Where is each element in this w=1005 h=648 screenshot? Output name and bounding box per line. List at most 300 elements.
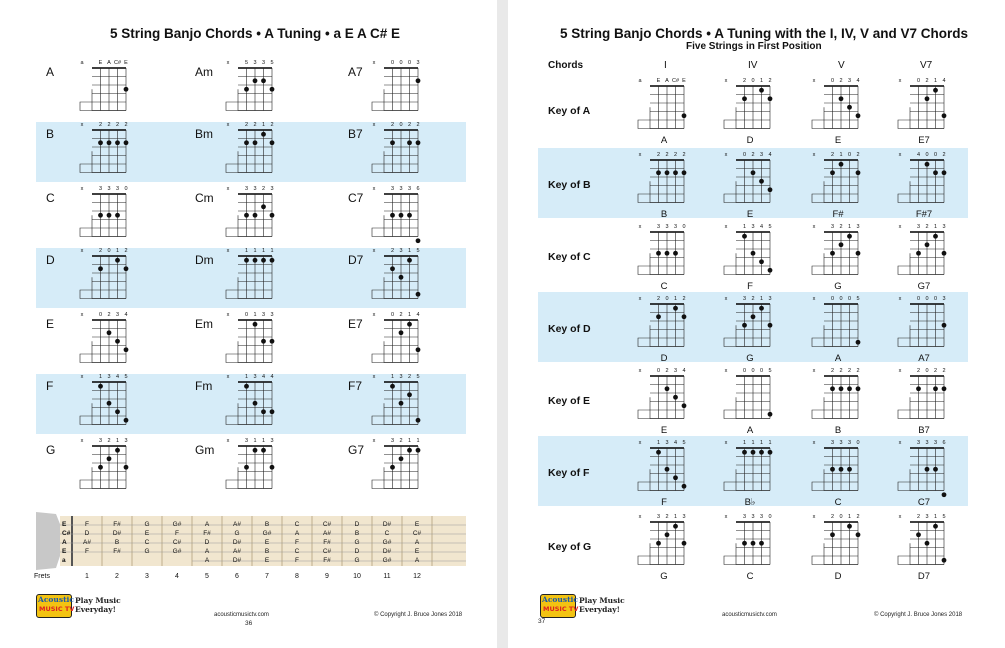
- neck-string-name: A: [62, 539, 67, 546]
- finger-dot: [407, 448, 412, 453]
- string-marker: 3: [665, 440, 669, 446]
- finger-dot: [839, 96, 844, 101]
- finger-dot: [665, 251, 670, 256]
- chord-diagram: [226, 310, 278, 372]
- string-marker: 0: [244, 312, 249, 318]
- neck-note: E: [414, 521, 420, 528]
- finger-dot: [253, 140, 258, 145]
- string-marker: x: [724, 296, 728, 302]
- neck-note: G#: [382, 539, 392, 546]
- string-marker: x: [226, 312, 230, 318]
- fifth-string-peg-box: [226, 290, 238, 299]
- fifth-string-peg-box: [898, 120, 910, 129]
- chord-name: B♭: [744, 497, 756, 508]
- string-marker: 3: [942, 224, 946, 230]
- page-number: 36: [245, 620, 253, 627]
- string-marker: 1: [98, 374, 103, 380]
- string-marker: 2: [847, 368, 852, 374]
- string-marker: 1: [390, 374, 395, 380]
- string-marker: x: [372, 312, 376, 318]
- chord-diagram: [80, 58, 132, 120]
- string-marker: 0: [390, 312, 395, 318]
- string-marker: x: [372, 186, 376, 192]
- string-marker: 2: [107, 438, 111, 444]
- neck-note: A: [204, 557, 210, 564]
- finger-dot: [665, 386, 670, 391]
- string-marker: 1: [253, 312, 257, 318]
- finger-dot: [124, 87, 129, 92]
- string-marker: x: [372, 122, 376, 128]
- chord-diagram: [80, 184, 132, 246]
- string-marker: x: [80, 312, 84, 318]
- chord-diagram: [372, 372, 424, 434]
- finger-dot: [124, 465, 129, 470]
- string-marker: x: [812, 152, 816, 158]
- finger-dot: [124, 266, 129, 271]
- finger-dot: [390, 213, 395, 218]
- string-marker: 1: [759, 78, 764, 84]
- string-marker: 3: [270, 312, 274, 318]
- fifth-string-peg-box: [372, 354, 384, 363]
- string-marker: x: [638, 224, 642, 230]
- finger-dot: [925, 242, 930, 247]
- string-marker: x: [226, 60, 230, 66]
- neck-note: A: [294, 530, 300, 537]
- chord-diagram: [724, 150, 776, 212]
- neck-note: G: [144, 521, 150, 528]
- string-marker: 3: [665, 224, 669, 230]
- string-marker: x: [638, 368, 642, 374]
- string-marker: 2: [916, 368, 921, 374]
- string-marker: 2: [856, 368, 860, 374]
- string-marker: x: [372, 60, 376, 66]
- string-marker: 2: [925, 224, 929, 230]
- finger-dot: [742, 234, 747, 239]
- chord-name: E: [46, 317, 55, 331]
- neck-note: G: [354, 557, 360, 564]
- chord-name: Cm: [195, 191, 214, 205]
- neck-note: F#: [203, 530, 211, 537]
- string-marker: x: [812, 514, 816, 520]
- fifth-string-peg-box: [226, 416, 238, 425]
- string-marker: 1: [759, 296, 764, 302]
- string-marker: x: [226, 248, 230, 254]
- finger-dot: [673, 251, 678, 256]
- right-subtitle: Five Strings in First Position: [686, 41, 822, 52]
- chord-diagram: [812, 512, 864, 574]
- string-marker: 1: [261, 122, 266, 128]
- finger-dot: [665, 170, 670, 175]
- finger-dot: [742, 450, 747, 455]
- string-marker: 0: [925, 368, 929, 374]
- chord-diagram: [724, 438, 776, 500]
- chord-name: C7: [917, 497, 931, 508]
- finger-dot: [665, 467, 670, 472]
- string-marker: 3: [933, 440, 938, 446]
- neck-note: A: [204, 548, 210, 555]
- string-marker: 2: [682, 152, 686, 158]
- left-title: 5 String Banjo Chords • A Tuning • a E A C# E: [110, 26, 400, 41]
- finger-dot: [768, 96, 773, 101]
- finger-dot: [856, 532, 861, 537]
- string-marker: 1: [244, 374, 249, 380]
- neck-note: F: [85, 548, 89, 555]
- page-gutter: [497, 0, 508, 648]
- neck-note: F: [295, 539, 299, 546]
- string-marker: 1: [673, 296, 678, 302]
- fifth-string-peg-box: [812, 410, 824, 419]
- fifth-string-peg-box: [638, 410, 650, 419]
- string-marker: 3: [942, 296, 946, 302]
- finger-dot: [682, 314, 687, 319]
- chord-diagram: [372, 436, 424, 498]
- chord-name: B7: [348, 127, 363, 141]
- header-IV: IV: [748, 60, 758, 71]
- fifth-string-peg-box: [638, 556, 650, 565]
- string-marker: 3: [742, 296, 747, 302]
- neck-note: F: [85, 521, 89, 528]
- string-marker: x: [80, 186, 84, 192]
- string-marker: 3: [253, 186, 257, 192]
- fret-number: 5: [205, 573, 209, 580]
- fret-number: 8: [295, 573, 299, 580]
- chord-diagram: [812, 150, 864, 212]
- string-marker: a: [80, 60, 84, 66]
- finger-dot: [925, 541, 930, 546]
- string-marker: 0: [768, 514, 772, 520]
- string-marker: 3: [847, 78, 852, 84]
- string-marker: 5: [768, 224, 772, 230]
- neck-note: D: [354, 521, 360, 528]
- finger-dot: [942, 558, 947, 563]
- string-marker: 3: [261, 60, 266, 66]
- fifth-string-peg-box: [80, 480, 92, 489]
- fret-number: 12: [413, 573, 421, 580]
- fifth-string-peg-box: [638, 194, 650, 203]
- chord-diagram: [724, 222, 776, 284]
- string-marker: x: [80, 438, 84, 444]
- string-marker: 3: [270, 438, 274, 444]
- string-marker: 5: [682, 440, 686, 446]
- string-marker: 2: [916, 514, 921, 520]
- footer-url: acousticmusictv.com: [722, 612, 777, 618]
- finger-dot: [115, 409, 120, 414]
- finger-dot: [253, 322, 258, 327]
- string-marker: 2: [399, 438, 403, 444]
- finger-dot: [270, 258, 275, 263]
- string-marker: 0: [847, 296, 852, 302]
- string-marker: 4: [673, 440, 678, 446]
- finger-dot: [933, 386, 938, 391]
- string-marker: 2: [830, 514, 835, 520]
- chord-name: G7: [917, 281, 931, 292]
- finger-dot: [742, 96, 747, 101]
- finger-dot: [847, 524, 852, 529]
- string-marker: 2: [682, 296, 686, 302]
- string-marker: 2: [665, 514, 669, 520]
- finger-dot: [107, 140, 112, 145]
- fifth-string-peg-box: [724, 410, 736, 419]
- neck-note: A#: [323, 530, 331, 537]
- neck-note: G: [354, 539, 360, 546]
- finger-dot: [107, 456, 112, 461]
- chord-name: F#7: [915, 209, 933, 220]
- string-marker: 3: [830, 440, 835, 446]
- string-marker: x: [80, 248, 84, 254]
- neck-note: A: [414, 539, 420, 546]
- fifth-string-peg-box: [812, 266, 824, 275]
- right-page: [508, 0, 1005, 648]
- fifth-string-peg-box: [724, 194, 736, 203]
- string-marker: 3: [407, 186, 412, 192]
- chord-name: D: [834, 571, 842, 582]
- chord-name: B: [660, 209, 668, 220]
- string-marker: x: [372, 248, 376, 254]
- chord-diagram: [724, 512, 776, 574]
- string-marker: 6: [942, 440, 946, 446]
- footer-copyright: © Copyright J. Bruce Jones 2018: [874, 612, 963, 618]
- neck-note: E: [144, 530, 150, 537]
- string-marker: x: [812, 440, 816, 446]
- fifth-string-peg-box: [898, 266, 910, 275]
- string-marker: A: [665, 78, 669, 84]
- finger-dot: [916, 251, 921, 256]
- string-marker: x: [638, 514, 642, 520]
- string-marker: 1: [742, 224, 747, 230]
- finger-dot: [261, 339, 266, 344]
- string-marker: 0: [933, 152, 938, 158]
- logo-text-4: Everyday!: [75, 605, 116, 614]
- finger-dot: [942, 170, 947, 175]
- fifth-string-peg-box: [372, 164, 384, 173]
- neck-note: A#: [233, 548, 241, 555]
- neck-note: A: [204, 521, 210, 528]
- string-marker: x: [812, 296, 816, 302]
- string-marker: x: [898, 368, 902, 374]
- string-marker: 3: [916, 224, 921, 230]
- string-marker: 0: [839, 514, 843, 520]
- finger-dot: [916, 532, 921, 537]
- finger-dot: [656, 450, 661, 455]
- chord-name: Gm: [195, 443, 215, 457]
- finger-dot: [399, 456, 404, 461]
- chord-name: Am: [195, 65, 213, 79]
- finger-dot: [768, 268, 773, 273]
- finger-dot: [933, 467, 938, 472]
- chord-name: C: [834, 497, 842, 508]
- finger-dot: [830, 467, 835, 472]
- string-marker: 3: [115, 186, 120, 192]
- string-marker: 2: [856, 514, 860, 520]
- finger-dot: [124, 418, 129, 423]
- finger-dot: [407, 392, 412, 397]
- string-marker: 2: [416, 122, 420, 128]
- chord-name: E: [660, 425, 668, 436]
- string-marker: x: [898, 224, 902, 230]
- string-marker: 2: [942, 152, 946, 158]
- key-label: Key of A: [548, 105, 591, 117]
- finger-dot: [416, 292, 421, 297]
- neck-note: C: [384, 530, 390, 537]
- string-marker: 4: [261, 374, 266, 380]
- header-V: V: [838, 60, 845, 71]
- string-marker: 2: [270, 122, 274, 128]
- string-marker: 4: [682, 368, 686, 374]
- string-marker: 2: [98, 122, 103, 128]
- finger-dot: [244, 465, 249, 470]
- neck-note: D: [354, 548, 360, 555]
- finger-dot: [107, 401, 112, 406]
- fifth-string-peg-box: [724, 482, 736, 491]
- finger-dot: [933, 88, 938, 93]
- finger-dot: [115, 258, 120, 263]
- string-marker: 1: [759, 440, 764, 446]
- string-marker: 5: [270, 60, 274, 66]
- finger-dot: [673, 170, 678, 175]
- string-marker: 4: [270, 374, 274, 380]
- finger-dot: [261, 204, 266, 209]
- string-marker: x: [724, 440, 728, 446]
- chord-diagram: [724, 76, 776, 138]
- string-marker: 0: [399, 122, 403, 128]
- chord-name: F#: [832, 209, 844, 220]
- string-marker: x: [898, 78, 902, 84]
- finger-dot: [925, 96, 930, 101]
- string-marker: 3: [751, 514, 755, 520]
- string-marker: 2: [390, 248, 395, 254]
- fifth-string-peg-box: [226, 228, 238, 237]
- finger-dot: [682, 170, 687, 175]
- finger-dot: [856, 386, 861, 391]
- fifth-string-peg-box: [724, 266, 736, 275]
- fifth-string-peg-box: [372, 480, 384, 489]
- finger-dot: [830, 251, 835, 256]
- logo-text-2: MUSIC TV: [543, 605, 579, 613]
- fifth-string-peg-box: [724, 120, 736, 129]
- string-marker: 1: [407, 248, 412, 254]
- finger-dot: [751, 251, 756, 256]
- string-marker: x: [812, 78, 816, 84]
- fifth-string-peg-box: [372, 416, 384, 425]
- string-marker: 5: [768, 368, 772, 374]
- fifth-string-peg-box: [898, 556, 910, 565]
- string-marker: 3: [98, 186, 103, 192]
- key-label: Key of F: [548, 467, 590, 479]
- finger-dot: [124, 140, 129, 145]
- finger-dot: [107, 330, 112, 335]
- chord-diagram: [812, 438, 864, 500]
- string-marker: x: [898, 514, 902, 520]
- string-marker: 5: [244, 60, 249, 66]
- string-marker: 6: [416, 186, 420, 192]
- string-marker: 0: [830, 296, 835, 302]
- string-marker: 4: [124, 312, 128, 318]
- fifth-string-peg-box: [638, 482, 650, 491]
- fifth-string-peg-box: [80, 416, 92, 425]
- string-marker: 2: [751, 296, 755, 302]
- finger-dot: [742, 541, 747, 546]
- chord-name: D: [746, 135, 754, 146]
- finger-dot: [98, 465, 103, 470]
- neck-string-name: E: [62, 521, 67, 528]
- string-marker: x: [638, 296, 642, 302]
- chord-diagram: [80, 246, 132, 308]
- chord-diagram: [372, 184, 424, 246]
- chord-name: Bm: [195, 127, 213, 141]
- string-marker: 0: [751, 78, 755, 84]
- string-marker: 1: [407, 438, 412, 444]
- string-marker: 1: [742, 440, 747, 446]
- chord-diagram: [372, 246, 424, 308]
- chord-diagram: [898, 222, 950, 284]
- finger-dot: [261, 78, 266, 83]
- neck-note: B: [264, 548, 270, 555]
- fifth-string-peg-box: [226, 354, 238, 363]
- string-marker: 3: [839, 440, 843, 446]
- string-marker: 4: [916, 152, 921, 158]
- string-marker: 1: [407, 312, 412, 318]
- neck-note: C#: [322, 521, 332, 528]
- finger-dot: [933, 170, 938, 175]
- string-marker: 1: [839, 152, 843, 158]
- string-marker: 2: [665, 368, 669, 374]
- neck-note: F: [175, 530, 179, 537]
- chord-name: F7: [348, 379, 363, 393]
- string-marker: x: [724, 368, 728, 374]
- fret-number: 11: [383, 573, 391, 580]
- string-marker: x: [724, 78, 728, 84]
- finger-dot: [830, 532, 835, 537]
- string-marker: x: [812, 368, 816, 374]
- neck-note: C#: [172, 539, 182, 546]
- chord-name: B7: [918, 425, 930, 436]
- chord-name: Em: [195, 317, 213, 331]
- neck-string-name: a: [62, 557, 66, 564]
- chord-name: E: [834, 135, 842, 146]
- finger-dot: [673, 475, 678, 480]
- string-marker: 2: [115, 122, 120, 128]
- finger-dot: [261, 448, 266, 453]
- finger-dot: [673, 524, 678, 529]
- finger-dot: [390, 140, 395, 145]
- chord-diagram: [898, 366, 950, 428]
- chord-diagram: [724, 294, 776, 356]
- finger-dot: [682, 403, 687, 408]
- string-marker: E: [124, 60, 128, 66]
- string-marker: 2: [751, 152, 755, 158]
- finger-dot: [124, 347, 129, 352]
- string-marker: 2: [253, 122, 257, 128]
- finger-dot: [244, 258, 249, 263]
- fretboard-neck: [36, 512, 466, 570]
- string-marker: 3: [759, 514, 764, 520]
- neck-note: E: [264, 557, 270, 564]
- string-marker: 4: [115, 374, 120, 380]
- string-marker: 1: [656, 440, 661, 446]
- fifth-string-peg-box: [80, 228, 92, 237]
- fifth-string-peg-box: [724, 556, 736, 565]
- string-marker: x: [372, 374, 376, 380]
- finger-dot: [253, 213, 258, 218]
- fret-number: 7: [265, 573, 269, 580]
- string-marker: 3: [768, 296, 772, 302]
- string-marker: 1: [115, 438, 120, 444]
- chord-diagram: [226, 120, 278, 182]
- neck-note: G#: [382, 557, 392, 564]
- page-number: 37: [538, 618, 546, 625]
- chord-name: Dm: [195, 253, 214, 267]
- fifth-string-peg-box: [898, 410, 910, 419]
